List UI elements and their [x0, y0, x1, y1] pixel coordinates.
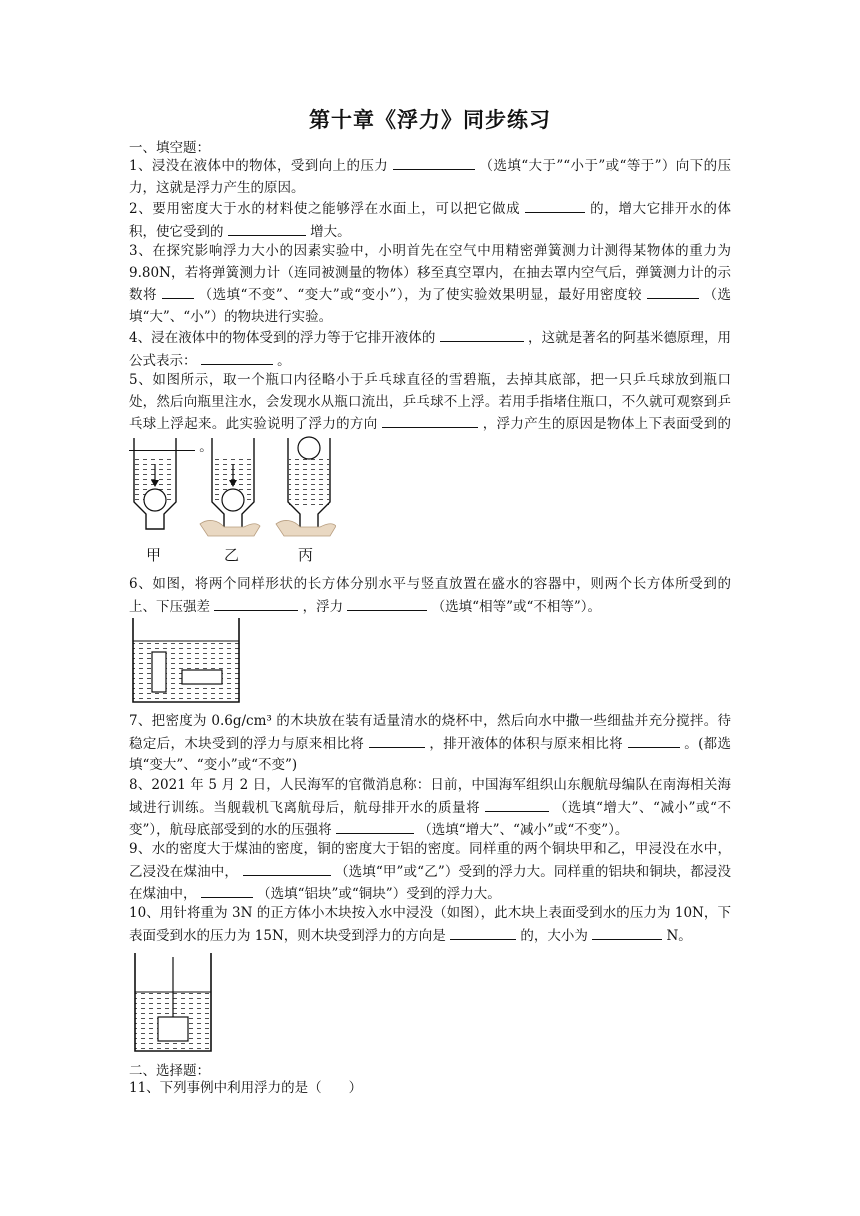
horizontal-block	[182, 670, 222, 684]
question-4	[129, 327, 731, 372]
question-5-text-b: ，浮力产生的原因是物体上下表面受到的	[482, 416, 732, 432]
bottle-jia	[134, 438, 176, 529]
question-3-text-b: （选填“不变”、“变大”或“变小”），为了使实验效果明显，最好用密度较	[198, 287, 642, 303]
answer-blank[interactable]	[162, 284, 194, 299]
question-1-text-a: 1、浸没在液体中的物体，受到向上的压力	[129, 158, 389, 174]
answer-blank[interactable]	[592, 925, 662, 940]
question-8-text-b: （选填“增大”、“减小”或“不变”），航母底部受到的水的压强将	[129, 799, 731, 838]
question-2-text-c: 增大。	[310, 223, 351, 240]
question-6-text-c: （选填“相等”或“不相等”）。	[431, 598, 602, 615]
question-1	[129, 155, 731, 199]
answer-blank[interactable]	[647, 284, 699, 299]
question-2-text-a: 2、要用密度大于水的材料使之能够浮在水面上，可以把它做成	[129, 201, 521, 217]
figure-label-yi: 乙	[224, 546, 240, 564]
answer-blank[interactable]	[485, 797, 549, 812]
page-title: 第十章《浮力》同步练习	[309, 107, 551, 132]
bottle-bing	[276, 437, 336, 536]
question-8	[129, 775, 731, 842]
answer-blank[interactable]	[228, 221, 306, 236]
question-7	[129, 711, 731, 777]
answer-blank[interactable]	[201, 350, 273, 365]
figure-needle-block	[132, 951, 214, 1055]
question-9	[129, 839, 731, 906]
question-2-text-b: 的，增大它排开水的体积，使它受到的	[129, 201, 732, 240]
question-1-text-b: （选填“大于”“小于”或“等于”）向下的压力，这就是浮力产生的原因。	[129, 158, 732, 196]
question-9-text-c: （选填“铝块”或“铜块”）受到的浮力大。	[257, 886, 501, 902]
figure-label-bing: 丙	[298, 546, 314, 564]
question-6-text-a: 6、如图，将两个同样形状的长方体分别水平与竖直放置在盛水的容器中，则两个长方体所受到的上、下压强差	[129, 576, 731, 615]
answer-blank[interactable]	[525, 198, 585, 213]
question-5-text-c: 。	[199, 438, 213, 455]
question-6	[129, 574, 731, 618]
question-7-text-a: 7、把密度为 0.6g/cm³ 的木块放在装有适量清水的烧杯中，然后向水中撒一些细盐并充分搅拌。待稳定后，木块受到的浮力与原来相比将	[129, 713, 731, 752]
answer-blank[interactable]	[440, 327, 524, 342]
answer-blank[interactable]	[393, 155, 475, 170]
answer-blank[interactable]	[214, 596, 298, 611]
question-3	[129, 241, 731, 328]
answer-blank[interactable]	[336, 819, 414, 834]
answer-blank[interactable]	[347, 596, 427, 611]
question-10-text-c: N。	[666, 927, 692, 944]
answer-blank[interactable]	[369, 733, 425, 748]
question-6-text-b: ，浮力	[302, 598, 344, 615]
question-11: 11、下列事例中利用浮力的是（ ）	[129, 1080, 363, 1096]
question-2	[129, 198, 731, 243]
question-8-text-a: 8、2021 年 5 月 2 日，人民海军的官微消息称：日前，中国海军组织山东舰航母编队在南海相关海域进行训练。当舰载机飞离航母后，航母排开水的质量将	[129, 777, 731, 816]
question-10	[129, 903, 731, 947]
question-4-text-b: ，这就是著名的阿基米德原理，用公式表示：	[129, 330, 732, 369]
question-10-text-a: 10、用针将重为 3N 的正方体小木块按入水中浸没（如图），此木块上表面受到水的压力为 10N，下表面受到水的压力为 15N，则木块受到浮力的方向是	[129, 905, 731, 944]
question-3-text-c: （选填“大”、“小”）的物块进行实验。	[129, 287, 732, 325]
question-4-text-c: 。	[277, 352, 291, 369]
answer-blank[interactable]	[201, 883, 253, 898]
figure-label-jia: 甲	[146, 546, 162, 564]
answer-blank[interactable]	[243, 861, 331, 876]
figure-container-two-blocks	[130, 616, 242, 706]
section-fill-blank-heading: 一、填空题：	[129, 140, 210, 156]
figure-ping-pong-bottles	[126, 432, 336, 572]
question-5-text-a: 5、如图所示，取一个瓶口内径略小于乒乓球直径的雪碧瓶，去掉其底部，把一只乒乓球放到瓶口处，然后向瓶里注水，会发现水从瓶口流出，乒乓球不上浮。若用手指堵住瓶口，不久就可观察到乒乓球上浮起来。此实验说明了浮力的方向	[129, 372, 731, 432]
question-3-text-a: 3、在探究影响浮力大小的因素实验中，小明首先在空气中用精密弹簧测力计测得某物体的重力为 9.80N，若将弹簧测力计（连同被测量的物体）移至真空罩内，在抽去罩内空气后，弹簧测力计的示数将	[129, 243, 731, 303]
question-9-text-b: （选填“甲”或“乙”）受到的浮力大。同样重的铝块和铜块，都浸没在煤油中，	[129, 863, 732, 902]
question-10-text-b: 的，大小为	[520, 927, 588, 944]
section-choice-heading: 二、选择题：	[129, 1063, 210, 1079]
question-8-text-c: （选填“增大”、“减小”或“不变”）。	[418, 822, 629, 838]
answer-blank[interactable]	[628, 733, 680, 748]
question-4-text-a: 4、浸在液体中的物体受到的浮力等于它排开液体的	[129, 330, 436, 346]
vertical-block	[152, 652, 166, 692]
answer-blank[interactable]	[450, 925, 516, 940]
bottle-yi	[200, 438, 260, 536]
question-9-text-a: 9、水的密度大于煤油的密度，铜的密度大于铝的密度。同样重的两个铜块甲和乙，甲浸没在水中，乙浸没在煤油中，	[129, 841, 731, 880]
answer-blank[interactable]	[382, 413, 478, 428]
wood-block	[158, 1017, 188, 1041]
question-7-text-c: 。(都选填“变大”、“变小”或“不变”)	[129, 735, 731, 773]
question-7-text-b: ，排开液体的体积与原来相比将	[429, 735, 623, 752]
